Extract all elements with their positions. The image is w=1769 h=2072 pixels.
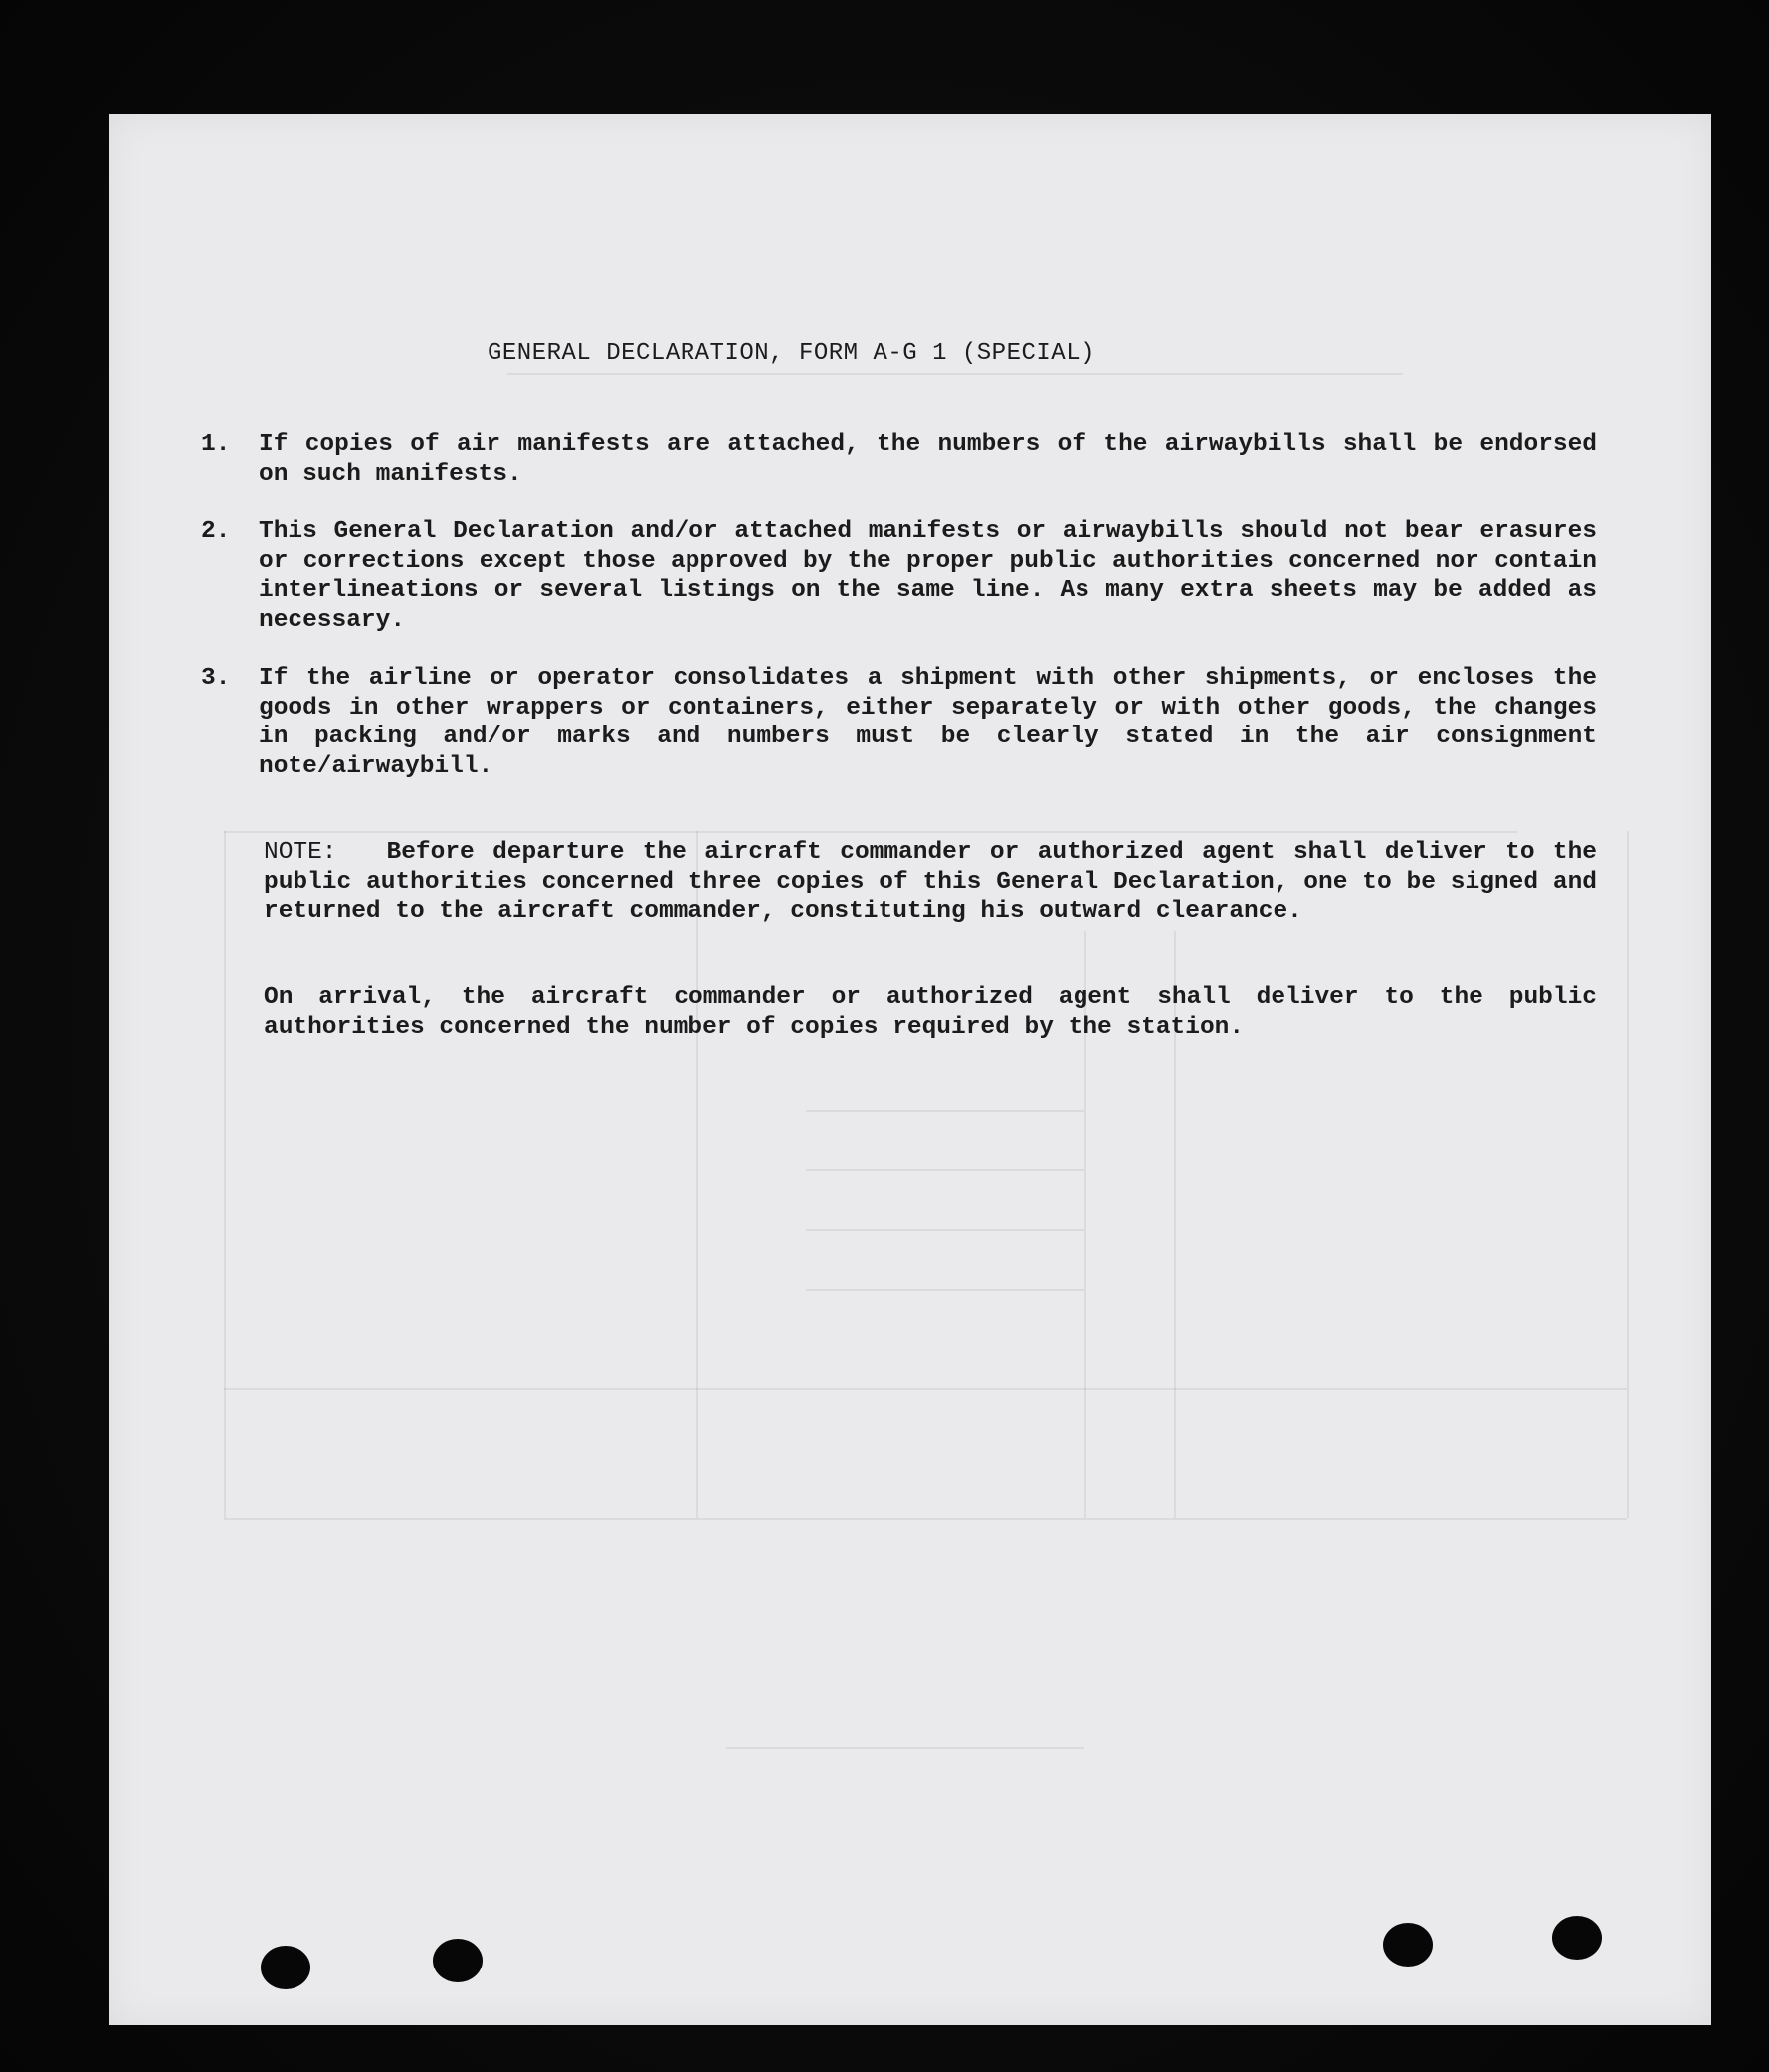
bleed-through-line bbox=[806, 1229, 1084, 1231]
punch-hole bbox=[261, 1946, 310, 1989]
page-title: GENERAL DECLARATION, FORM A-G 1 (SPECIAL) bbox=[488, 340, 1095, 367]
list-item-number: 2. bbox=[201, 518, 231, 545]
list-item-text: This General Declaration and/or attached manifests or airwaybills should not bear erasures or corrections except those approved by the proper public authorities concerned nor contain interlineations or several listings on the same line. As many extra sheets may be added as necessary. bbox=[259, 518, 1597, 634]
punch-hole bbox=[433, 1939, 483, 1982]
bleed-through-line bbox=[224, 1388, 1627, 1390]
bleed-through-line bbox=[224, 1518, 1627, 1520]
list-item-number: 3. bbox=[201, 665, 231, 692]
bleed-through-line bbox=[1627, 831, 1629, 1518]
arrival-paragraph: On arrival, the aircraft commander or authorized agent shall deliver to the public authorities concerned the number of copies required by the station. bbox=[264, 984, 1597, 1041]
list-item-text: If copies of air manifests are attached, the numbers of the airwaybills shall be endorsed on such manifests. bbox=[259, 431, 1597, 488]
punch-hole bbox=[1383, 1923, 1433, 1967]
bleed-through-line bbox=[806, 1169, 1084, 1171]
bleed-through-line bbox=[726, 1747, 1084, 1749]
note-text: Before departure the aircraft commander or authorized agent shall deliver to the public authorities concerned three copies of this General Declaration, one to be signed and returned to the aircraft commander, constituting his outward clearance. bbox=[264, 839, 1597, 925]
list-item bbox=[201, 518, 1597, 635]
list-item-number: 1. bbox=[201, 431, 231, 458]
list-item-text: If the airline or operator consolidates a shipment with other shipments, or encloses the goods in other wrappers or containers, either separately or with other goods, the changes in packing and/or marks and numbers must be clearly stated in the air consignment note/airwaybill. bbox=[259, 665, 1597, 780]
bleed-through-line bbox=[806, 1110, 1084, 1112]
bleed-through-line bbox=[224, 831, 226, 1518]
note-paragraph bbox=[264, 838, 1597, 927]
punch-hole bbox=[1552, 1916, 1602, 1960]
list-item bbox=[201, 664, 1597, 781]
document-page bbox=[109, 114, 1711, 2025]
bleed-through-line bbox=[507, 373, 1403, 375]
note-label: NOTE: bbox=[264, 839, 337, 866]
bleed-through-line bbox=[696, 831, 698, 1518]
bleed-through-line bbox=[806, 1289, 1084, 1291]
list-item bbox=[201, 430, 1597, 489]
bleed-through-line bbox=[224, 831, 1517, 833]
